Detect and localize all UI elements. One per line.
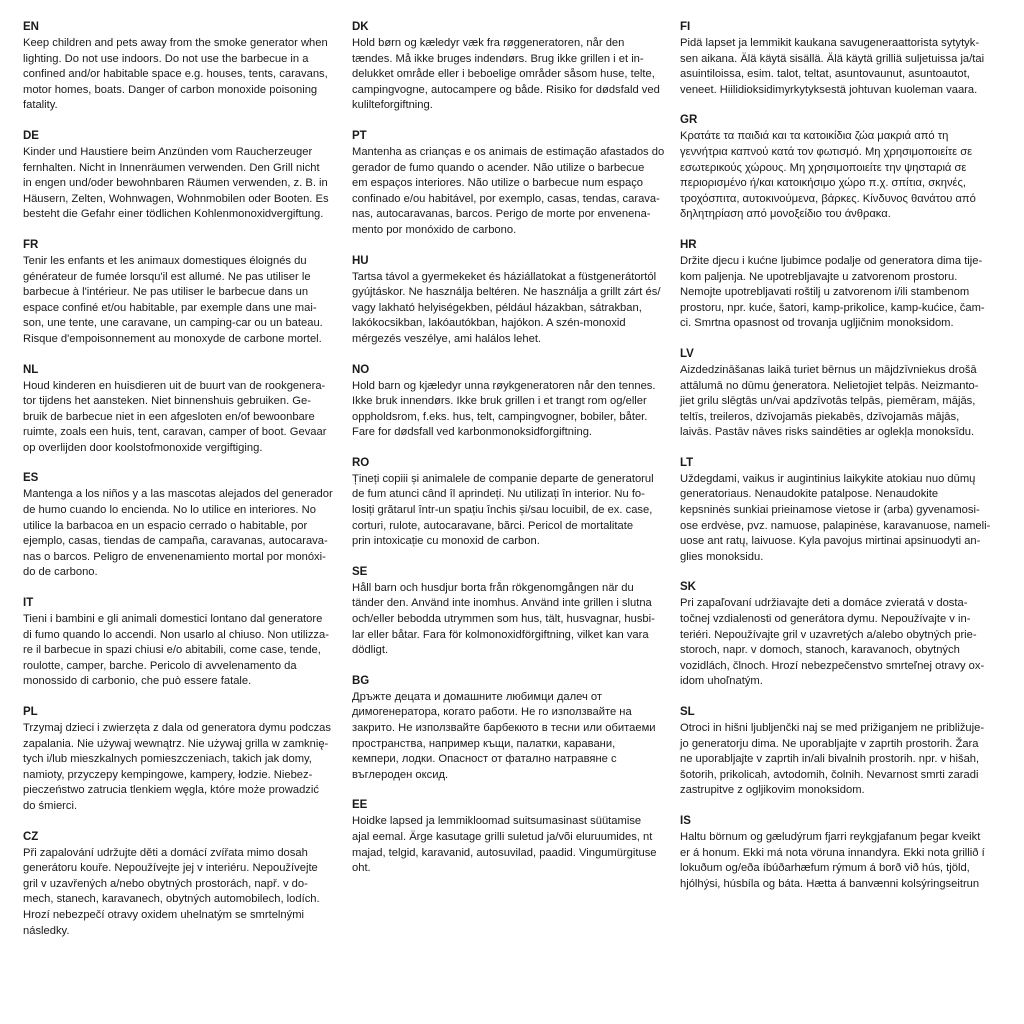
warning-text: Țineți copiii și animalele de companie departe de generatorul de fum atunci când îl aprindeți. Nu utilizați în interior. Nu fo- losiți grătarul într-un spațiu închis și/sau locuibil, de ex. case, corturi, rulote, autocaravane, bărci. Pericol de mortalitate prin intoxicație cu monoxid de carbon. — [352, 472, 654, 548]
language-section-es — [23, 471, 345, 581]
language-code: SL — [680, 706, 695, 718]
warning-text: Tieni i bambini e gli animali domestici lontano dal generatore di fumo quando lo accendi. Non usarlo al chiuso. Non utilizza- re il barbecue in spazi chiusi e/o abitabili, come case, tende, roulotte, camper, barche. Pericolo di avvelenamento da monossido di carbonio, che può essere fatale. — [23, 613, 329, 688]
language-code: PT — [352, 129, 367, 142]
language-code: NL — [23, 363, 39, 376]
language-section-se — [352, 565, 674, 659]
language-section-de — [23, 129, 345, 223]
language-section-cz — [23, 830, 345, 940]
warning-text: Držite djecu i kućne ljubimce podalje od generatora dima tije- kom paljenja. Ne upotrebljavajte u zatvorenom prostoru. Nemojte upotrebljavati roštilj u zatvorenom i/ili stambenom prostoru, npr. kuće, šatori, kamp-prikolice, kamp-kućice, čam- ci. Smrtna opasnost od trovanja ugljičnim monoksidom. — [680, 254, 985, 330]
language-code: GR — [680, 114, 698, 127]
language-code: IS — [680, 814, 691, 827]
language-section-fi — [680, 20, 1002, 98]
warning-text: Haltu börnum og gæludýrum fjarri reykgjafanum þegar kveikt er á honum. Ekki má nota vöruna innandyra. Ekki nota grillið í lokuðum og/eða íbúðarhæfum rýmum á borð við hús, tjöld, hjólhýsi, húsbíla og báta. Hætta á banvænni kolsýringseitrun — [680, 830, 985, 890]
language-code: PL — [23, 706, 38, 718]
language-section-fr — [23, 238, 345, 348]
column-right — [680, 20, 1002, 907]
language-section-ee — [352, 798, 674, 876]
language-section-is — [680, 814, 1002, 892]
language-code: DK — [352, 21, 369, 33]
language-code: RO — [352, 456, 370, 469]
language-section-pl — [23, 705, 345, 815]
warning-text: Keep children and pets away from the smoke generator when lighting. Do not use indoors. Do not use the barbecue in a confined and/or habitable space e.g. houses, tents, caravans, motor homes, boats. Danger of carbon monoxide poisoning fatality. — [23, 37, 328, 112]
warning-text: Mantenga a los niños y a las mascotas alejados del generador de humo cuando lo encienda. No lo utilice en interiores. No utilice la barbacoa en un espacio cerrado o habitable, por ejemplo, casas, tiendas de campaña, caravanas, autocarava- nas o barcos. Peligro de envenenamiento mortal por monóxi- do de carbono. — [23, 488, 333, 579]
language-section-ro — [352, 456, 674, 550]
language-code: EN — [23, 21, 39, 33]
warning-text: Tenir les enfants et les animaux domestiques éloignés du générateur de fumée lorsqu'il est allumé. Ne pas utiliser le barbecue à l'intérieur. Ne pas utiliser le barbecue dans un espace confiné et/ou habitable, par exemple dans une mai- son, une tente, une caravane, un camping-car ou un bateau. Risque d'empoisonnement au monoxyde de carbone mortel. — [23, 254, 323, 345]
language-section-dk — [352, 20, 674, 114]
warning-text: Trzymaj dzieci i zwierzęta z dala od generatora dymu podczas zapalania. Nie używaj wewnątrz. Nie używaj grilla w zamknię- tych i/lub mieszkalnych pomieszczeniach, takich jak domy, namioty, przyczepy kempingowe, kampery, łodzie. Niebez- pieczeństwo zatrucia tlenkiem węgla, które może prowadzić do śmierci. — [23, 722, 331, 812]
language-code: NO — [352, 363, 370, 376]
language-section-bg — [352, 674, 674, 784]
language-code: EE — [352, 799, 368, 812]
language-section-sl — [680, 705, 1002, 799]
warning-text: Håll barn och husdjur borta från rökgenomgången när du tänder den. Använd inte inomhus. Använd inte grillen i slutna och/eller bebodda utrymmen som hus, tält, husvagnar, husbi- lar eller båtar. Fara för kolmonoxidförgiftning, vilket kan vara dödligt. — [352, 581, 655, 657]
language-code: CZ — [23, 830, 39, 843]
column-left — [23, 20, 345, 954]
language-code: ES — [23, 472, 39, 485]
language-code: LV — [680, 347, 694, 360]
warning-text: Дръжте децата и домашните любимци далеч от димогенератора, когато работи. Не го използвайте на закрито. Не използвайте барбекюто в тесни или обитаеми пространства, например къщи, палатки, каравани, кемпери, лодки. Опасност от фатално натравяне с въглероден оксид. — [352, 690, 656, 781]
language-code: SE — [352, 565, 368, 578]
warning-text: Otroci in hišni ljubljenčki naj se med prižiganjem ne približuje- jo generatorju dima. Ne uporabljajte v zaprtih prostorih. Žara ne uporabljajte v zaprtih in/ali bivalnih prostorih. npr. v hišah, šotorih, prikolicah, avtodomih, čolnih. Nevarnost smrti zaradi zastrupitve z ogljikovim monoksidom. — [680, 722, 985, 797]
language-code: DE — [23, 129, 39, 142]
language-section-hu — [352, 254, 674, 348]
language-code: BG — [352, 674, 370, 687]
language-code: FI — [680, 21, 691, 33]
language-section-it — [23, 596, 345, 690]
language-section-no — [352, 363, 674, 441]
warning-text: Houd kinderen en huisdieren uit de buurt van de rookgenera- tor tijdens het aansteken. Niet binnenshuis gebruiken. Ge- bruik de barbecue niet in een afgesloten en/of bewoonbare ruimte, zoals een huis, tent, caravan, camper of boot. Gevaar op overlijden door koolstofmonoxide vergiftiging. — [23, 379, 327, 454]
language-code: HU — [352, 254, 369, 267]
warning-text: Uždegdami, vaikus ir augintinius laikykite atokiau nuo dūmų generatoriaus. Nenaudokite patalpose. Nenaudokite kepsninės sunkiai prieinamose vietose ir (arba) gyvenamosi- ose erdvėse, pvz. namuose, palapinėse, karavanuose, nameli- uose ant ratų, laivuose. Kyla pavojus mirtinai apsinuodyti an- glies monoksidu. — [680, 472, 991, 563]
language-section-nl — [23, 363, 345, 457]
warning-text: Hold børn og kæledyr væk fra røggeneratoren, når den tændes. Må ikke bruges indendørs. Brug ikke grillen i et in- delukket område eller i beboelige områder såsom huse, telte, campingvogne, autocampere og både. Risiko for dødsfald ved kulilteforgiftning. — [352, 37, 660, 112]
warning-text: Mantenha as crianças e os animais de estimação afastados do gerador de fumo quando o acender. Não utilize o barbecue em espaços interiores. Não utilize o barbecue num espaço confinado e/ou habitável, por exemplo, casas, tendas, carava- nas, autocaravanas, barcos. Perigo de morte por envenena- mento por monóxido de carbono. — [352, 145, 665, 236]
warning-text: Kinder und Haustiere beim Anzünden vom Raucherzeuger fernhalten. Nicht in Innenräumen verwenden. Den Grill nicht in engen und/oder bewohnbaren Räumen verwenden, z. B. in Häusern, Zelten, Wohnwagen, Wohnmobilen oder Booten. Es besteht die Gefahr einer tödlichen Kohlenmonoxidvergiftung. — [23, 145, 329, 221]
language-code: HR — [680, 238, 697, 251]
language-section-sk — [680, 580, 1002, 690]
warning-text: Hoidke lapsed ja lemmikloomad suitsumasinast süütamise ajal eemal. Ärge kasutage grilli suletud ja/või eluruumides, nt majad, telgid, karavanid, autosuvilad, paadid. Vingumürgituse oht. — [352, 815, 657, 875]
warning-text: Při zapalování udržujte děti a domácí zvířata mimo dosah generátoru kouře. Nepoužívejte jej v interiéru. Nepoužívejte gril v uzavřených a/nebo obytných prostorách, např. v do- mech, stanech, karavanech, obytných automobilech, lodích. Hrozí nebezpečí otravy oxidem uhelnatým se smrtelnými následky. — [23, 846, 320, 937]
language-section-gr — [680, 113, 1002, 223]
warning-text: Aizdedzināšanas laikā turiet bērnus un mājdzīvniekus drošā attālumā no dūmu ģeneratora. Nelietojiet telpās. Neizmanto- jiet grilu slēgtās un/vai apdzīvotās telpās, piemēram, mājās, teltīs, treileros, dzīvojamās piekabēs, dzīvojamās mājās, laivās. Pastāv nāves risks saindēties ar oglekļa monoksīdu. — [680, 363, 979, 439]
language-code: IT — [23, 597, 34, 610]
language-section-lv — [680, 347, 1002, 441]
language-section-en — [23, 20, 345, 114]
warning-text: Hold barn og kjæledyr unna røykgeneratoren når den tennes. Ikke bruk innendørs. Ikke bruk grillen i et trangt rom og/eller oppholdsrom, f.eks. hus, telt, campingvogner, bobiler, båter. Fare for dødsfall ved karbonmonoksidforgiftning. — [352, 379, 656, 439]
language-section-lt — [680, 456, 1002, 566]
warning-text: Tartsa távol a gyermekeket és háziállatokat a füstgenerátortól gyújtáskor. Ne használja beltéren. Ne használja a grillt zárt és/ vagy lakható helyiségekben, például házakban, sátrakban, lakókocsikban, lakóautókban, hajókon. A szén-monoxid mérgezés veszélye, ami halálos lehet. — [352, 270, 661, 345]
language-section-pt — [352, 129, 674, 239]
warning-text: Pri zapaľovaní udržiavajte deti a domáce zvieratá v dosta- točnej vzdialenosti od generátora dymu. Nepoužívajte v in- teriéri. Nepoužívajte gril v uzavretých a/alebo obytných prie- storoch, napr. v domoch, stanoch, karavanoch, obytných vozidlách, člnoch. Hrozí nebezpečenstvo smrteľnej otravy ox- idom uhoľnatým. — [680, 597, 985, 688]
language-code: SK — [680, 581, 696, 594]
warning-text: Pidä lapset ja lemmikit kaukana savugeneraattorista sytytyk- sen aikana. Älä käytä sisällä. Älä käytä grilliä suljetuissa ja/tai asuintiloissa, esim. talot, teltat, asuntovaunut, asuntoautot, veneet. Hiilidioksidimyrkytyksestä johtuvan kuoleman vaara. — [680, 37, 985, 96]
language-code: LT — [680, 456, 694, 469]
language-code: FR — [23, 238, 39, 251]
column-middle — [352, 20, 674, 892]
warning-text: Κρατάτε τα παιδιά και τα κατοικίδια ζώα μακριά από τη γεννήτρια καπνού κατά τον φωτισμό. Μη χρησιμοποιείτε σε εσωτερικούς χώρους. Μη χρησιμοποιείτε την ψησταριά σε περιορισμένο ή/και κατοικήσιμο χώρο π.χ. σπίτια, σκηνές, τροχόσπιτα, αυτοκινούμενα, βάρκες. Κίνδυνος θανάτου από δηλητηρίαση από μονοξείδιο του άνθρακα. — [680, 130, 976, 221]
language-section-hr — [680, 238, 1002, 332]
